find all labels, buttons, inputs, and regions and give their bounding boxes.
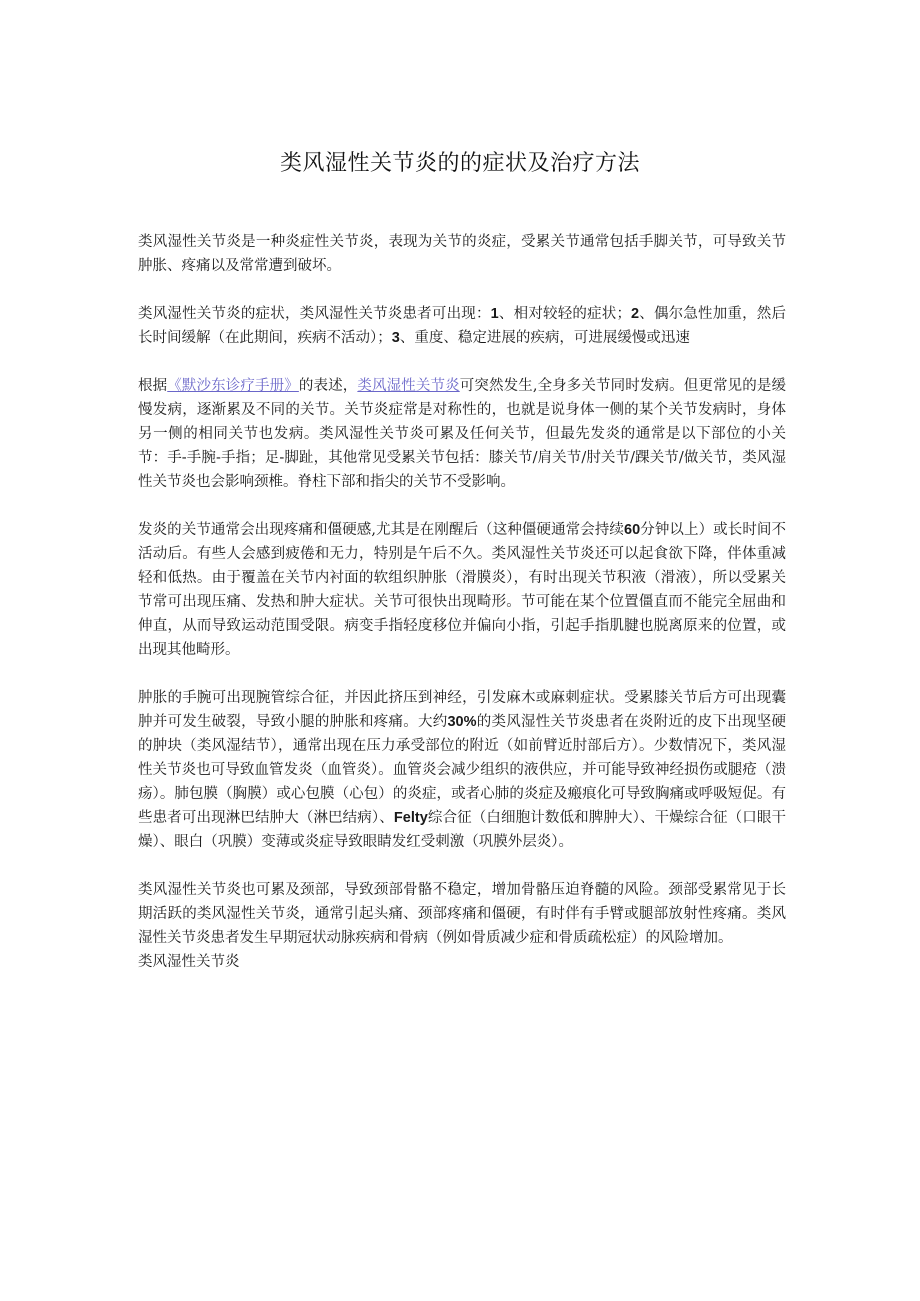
- text-segment: 可突然发生,全身多关节同时发病。但更常见的是缓慢发病，逐渐累及不同的关节。关节炎症常是对称性的，也就是说身体一侧的某个关节发病时，身体另一侧的相同关节也发病。类风湿性关节炎可累及任何关节，但最先发炎的通常是以下部位的小关节：手-手腕-手指；足-脚趾，其他常见受累关节包括：膝关节/肩关节/肘关节/踝关节/做关节，类风湿性关节炎也会影响颈椎。脊柱下部和指尖的关节不受影响。: [138, 378, 787, 490]
- paragraph-symptoms: [138, 302, 786, 350]
- paragraph-trailing: 类风湿性关节炎: [138, 954, 240, 970]
- page-title: 类风湿性关节炎的的症状及治疗方法: [279, 151, 640, 176]
- text-segment: 、重度、稳定进展的疾病，可进展缓慢或迅速: [399, 330, 690, 346]
- text-segment: 肿胀的手腕可出现腕管综合征，并因此挤压到神经，引发麻木或麻刺症状。受累膝关节后方可出现囊肿并可发生破裂，导致小腿的肿胀和疼痛。大约: [138, 690, 786, 730]
- number-60: 60: [624, 522, 641, 538]
- text-segment: 的表述，: [298, 378, 358, 394]
- paragraph-complications: [138, 686, 786, 854]
- paragraph-intro: 类风湿性关节炎是一种炎症性关节炎，表现为关节的炎症，受累关节通常包括手脚关节，可导致关节肿胀、疼痛以及常常遭到破坏。: [138, 234, 786, 274]
- msd-manual-link[interactable]: 《默沙东诊疗手册》: [167, 378, 299, 394]
- text-segment: 类风湿性关节炎的症状，类风湿性关节炎患者可出现：: [138, 306, 491, 322]
- list-number: 1: [490, 306, 499, 322]
- text-segment: 根据: [138, 378, 168, 394]
- list-number: 2: [630, 306, 640, 322]
- text-segment: 分钟以上）或长时间不活动后。有些人会感到疲倦和无力，特别是午后不久。类风湿性关节炎还可以起食欲下降，伴体重减轻和低热。由于覆盖在关节内衬面的软组织肿胀（滑膜炎），有时出现关节积液（滑液），所以受累关节常可出现压痛、发热和肿大症状。关节可很快出现畸形。节可能在某个位置僵直而不能完全屈曲和伸直，从而导致运动范围受限。病变手指轻度移位并偏向小指，引起手指肌腱也脱离原来的位置，或出现其他畸形。: [138, 522, 787, 658]
- number-30-percent: 30%: [447, 714, 477, 730]
- paragraph-neck: 类风湿性关节炎也可累及颈部，导致颈部骨骼不稳定，增加骨骼压迫脊髓的风险。颈部受累常见于长期活跃的类风湿性关节炎，通常引起头痛、颈部疼痛和僵硬，有时伴有手臂或腿部放射性疼痛。类风湿性关节炎患者发生早期冠状动脉疾病和骨病（例如骨质减少症和骨质疏松症）的风险增加。: [138, 882, 786, 946]
- text-segment: 、相对较轻的症状；: [498, 306, 631, 322]
- text-segment: 、偶尔急性加重，然后长时间缓解（在此期间，疾病不活动）；: [138, 306, 787, 346]
- article-body: [138, 230, 786, 974]
- text-segment: 的类风湿性关节炎患者在炎附近的皮下出现坚硬的肿块（类风湿结节），通常出现在压力承受部位的附近（如前臂近肘部后方）。少数情况下，类风湿性关节炎也可导致血管发炎（血管炎）。血管炎会减少组织的液供应，并可能导致神经损伤或腿疮（溃疡）。肺包膜（胸膜）或心包膜（心包）的炎症，或者心肺的炎症及瘢痕化可导致胸痛或呼吸短促。有些患者可出现淋巴结肿大（淋巴结病）、: [138, 714, 786, 826]
- felty-term: Felty: [393, 810, 428, 826]
- paragraph-onset: [138, 374, 786, 494]
- text-segment: 综合征（白细胞计数低和脾肿大）、干燥综合征（口眼干燥）、眼白（巩膜）变薄或炎症导致眼睛发红受刺激（巩膜外层炎）。: [138, 810, 787, 850]
- paragraph-inflammation: [138, 518, 786, 662]
- list-number: 3: [391, 330, 400, 346]
- rheumatoid-arthritis-link[interactable]: 类风湿性关节炎: [357, 378, 460, 394]
- text-segment: 发炎的关节通常会出现疼痛和僵硬感,尤其是在刚醒后（这种僵硬通常会持续: [138, 522, 625, 538]
